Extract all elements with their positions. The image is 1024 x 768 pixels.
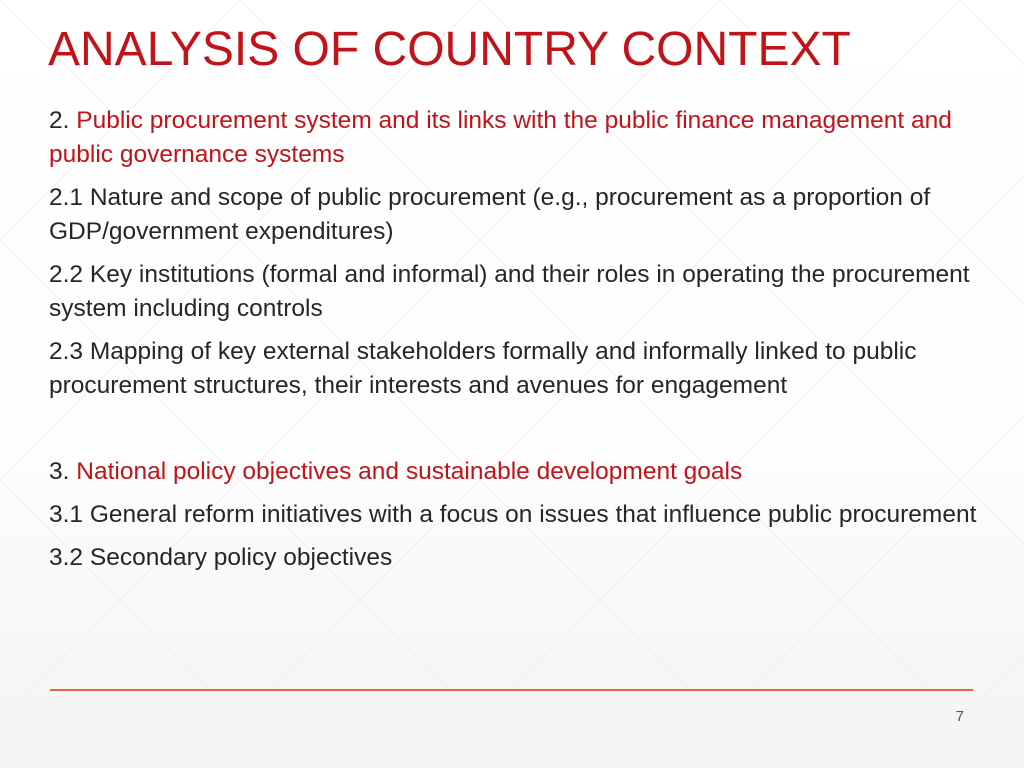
footer-divider bbox=[50, 689, 973, 691]
page-number: 7 bbox=[955, 708, 964, 725]
list-item: 2.3 Mapping of key external stakeholders formally and informally linked to public procurement structures, their interests and avenues for engagement bbox=[49, 338, 917, 399]
section-heading-text: National policy objectives and sustainable development goals bbox=[76, 458, 743, 485]
section-heading bbox=[49, 104, 979, 172]
list-item: 2.1 Nature and scope of public procurement (e.g., procurement as a proportion of GDP/government expenditures) bbox=[49, 184, 931, 245]
section-heading-text: Public procurement system and its links with the public finance management and public governance systems bbox=[49, 107, 952, 168]
list-item: 3.1 General reform initiatives with a focus on issues that influence public procurement bbox=[49, 501, 977, 528]
section-heading bbox=[49, 455, 979, 489]
list-item: 3.2 Secondary policy objectives bbox=[49, 544, 393, 571]
paragraph-spacer bbox=[49, 412, 979, 446]
section-number: 2. bbox=[49, 107, 77, 134]
section-number: 3. bbox=[49, 458, 77, 485]
list-item: 2.2 Key institutions (formal and informal) and their roles in operating the procurement system including controls bbox=[49, 261, 970, 322]
slide-body bbox=[49, 104, 979, 584]
slide-title: ANALYSIS OF COUNTRY CONTEXT bbox=[48, 23, 851, 76]
